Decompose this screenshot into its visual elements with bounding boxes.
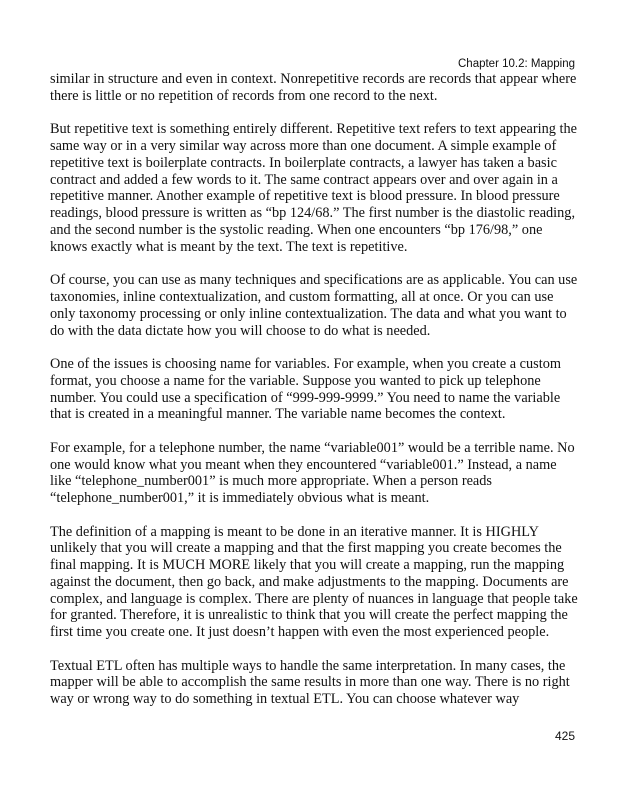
paragraph: For example, for a telephone number, the name “variable001” would be a terrible name. No one would know what you meant when they encountered “variable001.” Instead, a name like “telephone_number001” is much more appropriate. When a person reads “telephone_number001,” it is immediately obvious what is meant. <box>50 439 575 507</box>
paragraph: Textual ETL often has multiple ways to handle the same interpretation. In many cases, the mapper will be able to accomplish the same results in more than one way. There is no right way or wrong way to do something in textual ETL. You can choose whatever way <box>50 657 570 708</box>
paragraph: similar in structure and even in context. Nonrepetitive records are records that appear where there is little or no repetition of records from one record to the next. <box>50 71 577 104</box>
page-number: 425 <box>554 729 575 743</box>
body-text <box>50 71 580 708</box>
paragraph: One of the issues is choosing name for variables. For example, when you create a custom format, you choose a name for the variable. Suppose you wanted to pick up telephone number. You could use a specification of “999-999-9999.” You need to name the variable that is created in a meaningful manner. The variable name becomes the context. <box>50 355 561 423</box>
running-header: Chapter 10.2: Mapping <box>458 58 575 70</box>
paragraph: The definition of a mapping is meant to be done in an iterative manner. It is HIGHLY unlikely that you will create a mapping and that the first mapping you create becomes the final mapping. It is MUCH MORE likely that you will create a mapping, run the mapping against the document, then go back, and make adjustments to the mapping. Documents are complex, and language is complex. There are plenty of nuances in language that people take for granted. Therefore, it is unrealistic to think that you will create the perfect mapping the first time you create one. It just doesn’t happen with even the most experienced people. <box>50 523 578 641</box>
paragraph: Of course, you can use as many techniques and specifications are as applicable. You can use taxonomies, inline contextualization, and custom formatting, all at once. Or you can use only taxonomy processing or only inline contextualization. The data and what you want to do with the data dictate how you will choose to do what is needed. <box>50 272 578 339</box>
paragraph: But repetitive text is something entirely different. Repetitive text refers to text appearing the same way or in a very similar way across more than one document. A simple example of repetitive text is boilerplate contracts. In boilerplate contracts, a lawyer has taken a basic contract and added a few words to it. The same contract appears over and over again in a repetitive manner. Another example of repetitive text is blood pressure. In blood pressure readings, blood pressure is written as “bp 124/68.” The first number is the diastolic reading, and the second number is the systolic reading. When one encounters “bp 176/98,” one knows exactly what is meant by the text. The text is repetitive. <box>50 121 577 255</box>
